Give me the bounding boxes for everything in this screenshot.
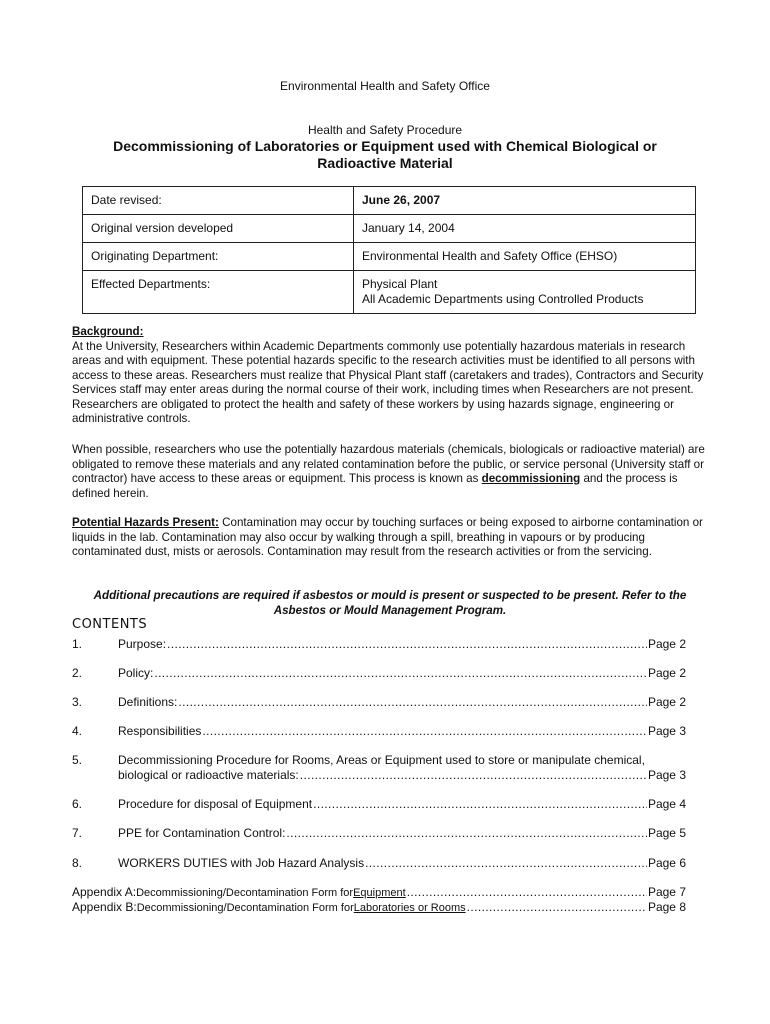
original-version-value: January 14, 2004 bbox=[354, 215, 696, 243]
decommissioning-term: decommissioning bbox=[481, 472, 581, 485]
toc-page: Page 3 bbox=[647, 724, 686, 738]
date-revised-value: June 26, 2007 bbox=[354, 187, 696, 215]
appendix-desc: Decommissioning/Decontamination Form for bbox=[136, 887, 354, 899]
hazards-section bbox=[72, 516, 708, 560]
appendix-desc: Decommissioning/Decontamination Form for bbox=[136, 902, 354, 914]
toc-number: 3. bbox=[72, 695, 83, 709]
toc-label: biological or radioactive materials: bbox=[118, 768, 299, 782]
toc-page: Page 4 bbox=[647, 797, 686, 811]
effected-departments-label: Effected Departments: bbox=[83, 271, 354, 314]
toc-number: 5. bbox=[72, 753, 83, 767]
table-row bbox=[83, 271, 696, 314]
effected-departments-value bbox=[354, 271, 696, 314]
toc-label: Purpose: bbox=[118, 637, 167, 651]
effected-departments-line2: All Academic Departments using Controlled Products bbox=[362, 292, 644, 306]
hazards-heading: Potential Hazards Present: bbox=[72, 516, 219, 529]
toc-label: WORKERS DUTIES with Job Hazard Analysis bbox=[118, 856, 365, 870]
asbestos-note: Additional precautions are required if asbestos or mould is present or suspected to be present. Refer to the Asbestos or Mould Management Program. bbox=[93, 589, 687, 617]
toc-number: 2. bbox=[72, 666, 83, 680]
effected-departments-line1: Physical Plant bbox=[362, 277, 438, 291]
appendix-link[interactable]: Laboratories or Rooms bbox=[353, 902, 466, 914]
toc-number: 8. bbox=[72, 856, 83, 870]
info-table bbox=[82, 186, 696, 314]
toc-label-line1: Decommissioning Procedure for Rooms, Areas or Equipment used to store or manipulate chemical, bbox=[118, 753, 645, 767]
appendix-page: Page 8 bbox=[647, 900, 686, 914]
table-row bbox=[83, 187, 696, 215]
toc-page: Page 6 bbox=[647, 856, 686, 870]
appendix-prefix: Appendix B: bbox=[72, 900, 137, 914]
toc-page: Page 5 bbox=[647, 826, 686, 840]
paragraph-2-end: and the process is defined herein. bbox=[72, 472, 678, 500]
table-row bbox=[83, 215, 696, 243]
background-section bbox=[72, 325, 708, 427]
toc-page: Page 3 bbox=[647, 768, 686, 782]
toc-page: Page 2 bbox=[647, 666, 686, 680]
toc-label: Policy: bbox=[118, 666, 154, 680]
originating-department-value: Environmental Health and Safety Office (EHSO) bbox=[354, 243, 696, 271]
toc-page: Page 2 bbox=[647, 695, 686, 709]
toc-label: Responsibilities bbox=[118, 724, 202, 738]
office-name: Environmental Health and Safety Office bbox=[280, 79, 490, 93]
paragraph-2-text: When possible, researchers who use the potentially hazardous materials (chemicals, biologicals or radioactive material) are obligated to remove these materials and any related contamination before the public, or service personal (University staff or contractor) have access to these areas or equipment. This process is known as bbox=[72, 443, 705, 485]
toc-page: Page 2 bbox=[647, 637, 686, 651]
toc-label: Definitions: bbox=[118, 695, 178, 709]
hazards-text: Contamination may occur by touching surfaces or being exposed to airborne contamination or liquids in the lab. Contamination may also occur by walking through a spill, breathing in vapours or by producing contaminated dust, mists or aerosols. Contamination may result from the research activities or from the servicing. bbox=[72, 516, 703, 558]
toc-label: Procedure for disposal of Equipment bbox=[118, 797, 313, 811]
appendix-page: Page 7 bbox=[647, 885, 686, 899]
appendix-link[interactable]: Equipment bbox=[353, 887, 406, 899]
original-version-label: Original version developed bbox=[83, 215, 354, 243]
contents-heading: CONTENTS bbox=[72, 617, 148, 632]
background-paragraph-2 bbox=[72, 443, 708, 501]
background-paragraph-1: At the University, Researchers within Academic Departments commonly use potentially hazardous materials in research areas and with equipment. These potential hazards specific to the research activities must be identified to all persons with access to these areas. Researchers must realize that Physical Plant staff (caretakers and trades), Contractors and Security Services staff may enter areas during the normal course of their work, including times when Researchers are not present. Researchers are obligated to protect the health and safety of these workers by using hazards signage, engineering or administrative controls. bbox=[72, 339, 704, 425]
originating-department-label: Originating Department: bbox=[83, 243, 354, 271]
date-revised-label: Date revised: bbox=[83, 187, 354, 215]
toc-label: PPE for Contamination Control: bbox=[118, 826, 286, 840]
appendix-prefix: Appendix A: bbox=[72, 885, 137, 899]
toc-number: 4. bbox=[72, 724, 83, 738]
procedure-label: Health and Safety Procedure bbox=[307, 123, 463, 137]
toc-number: 1. bbox=[72, 637, 83, 651]
appendix-a[interactable] bbox=[72, 885, 686, 900]
table-row bbox=[83, 243, 696, 271]
toc-number: 7. bbox=[72, 826, 83, 840]
appendix-b[interactable] bbox=[72, 900, 686, 915]
document-title: Decommissioning of Laboratories or Equipment used with Chemical Biological or Radioactive Material bbox=[113, 138, 657, 171]
background-heading: Background: bbox=[72, 325, 144, 338]
toc-number: 6. bbox=[72, 797, 83, 811]
